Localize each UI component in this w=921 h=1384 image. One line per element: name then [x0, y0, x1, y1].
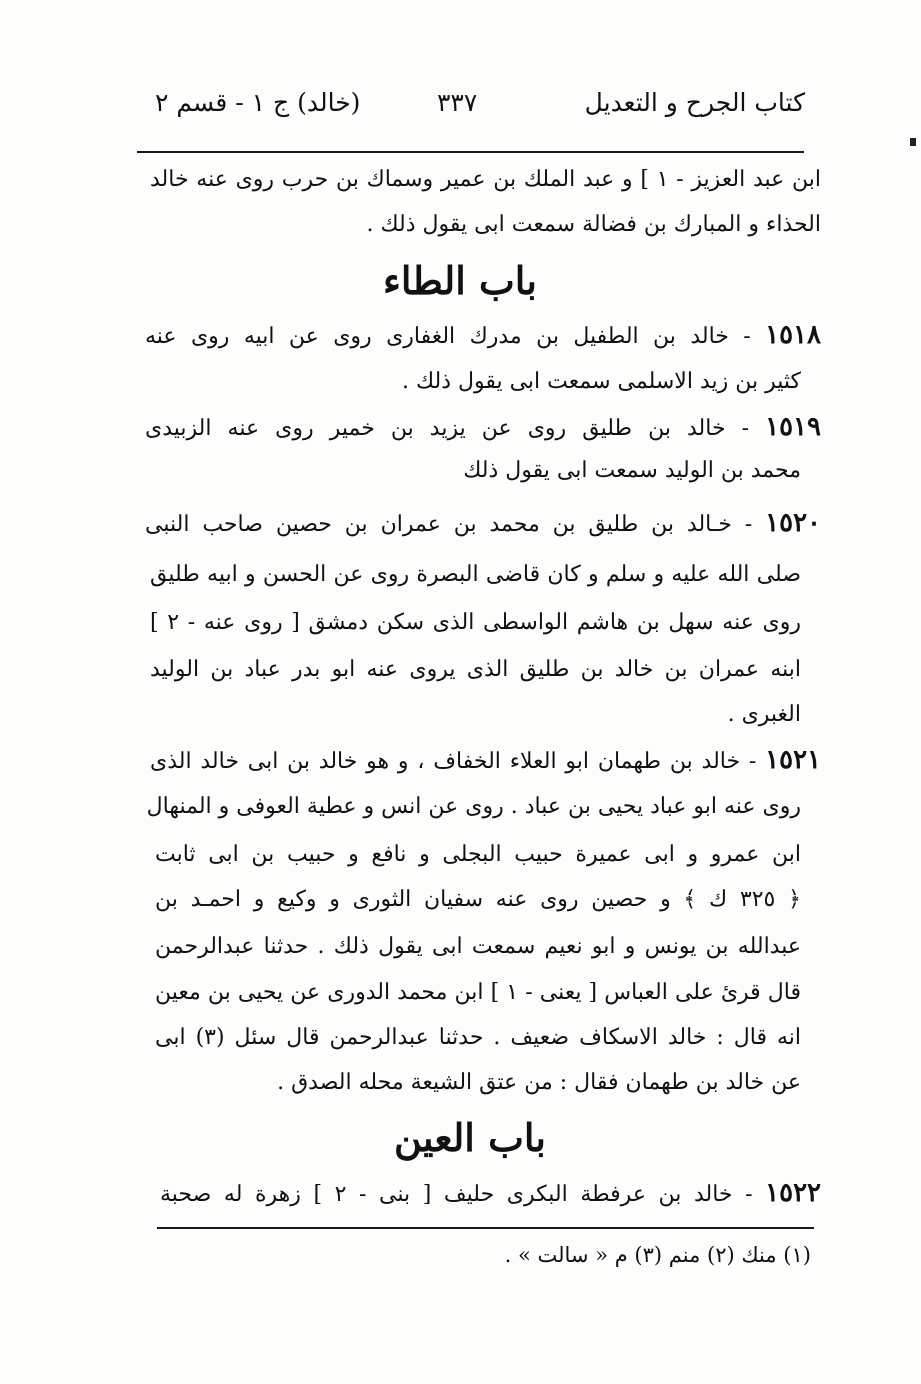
entry-1522-line-1 [160, 1178, 821, 1208]
text-line: قال قرئ على العباس [ يعنى - ١ ] ابن محمد الدورى عن يحيى بن معين [155, 980, 801, 1005]
entry-1519-line-1 [145, 412, 821, 442]
edge-mark [910, 138, 916, 146]
footnote: (١) منك (٢) منم (٣) م « سالت » . [504, 1243, 811, 1267]
section-heading-ayn: باب العين [393, 1115, 547, 1160]
entry-text: - خـالد بن طليق بن محمد بن عمران بن حصين صاحب النبى [145, 512, 753, 537]
entry-number: ١٥٢١ [765, 745, 821, 775]
page-number: ٣٣٧ [437, 88, 478, 117]
entry-number: ١٥١٨ [765, 320, 821, 350]
header-rule [137, 151, 804, 153]
text-line: ابن عبد العزيز - ١ ] و عبد الملك بن عمير وسماك بن حرب روى عنه خالد [150, 167, 822, 192]
text-line: عن خالد بن طهمان فقال : من عتق الشيعة محله الصدق . [277, 1070, 801, 1095]
entry-text: - خالد بن الطفيل بن مدرك الغفارى روى عن ابيه روى عنه [145, 324, 751, 349]
text-line: ابن عمرو و ابى عميرة حبيب البجلى و نافع و حبيب بن ابى ثابت [155, 842, 801, 867]
text-line: عبدالله بن يونس و ابو نعيم سمعت ابى يقول ذلك . حدثنا عبدالرحمن [155, 934, 801, 959]
text-line: صلى الله عليه و سلم و كان قاضى البصرة روى عن الحسن و ابيه طليق [150, 562, 801, 587]
text-line: الحذاء و المبارك بن فضالة سمعت ابى يقول ذلك . [366, 212, 821, 237]
entry-text: - خالد بن عرفطة البكرى حليف [ بنى - ٢ ] زهرة له صحبة [160, 1182, 753, 1207]
entry-text: - خالد بن طليق روى عن يزيد بن خمير روى عنه الزبيدى [145, 416, 750, 441]
entry-text: - خالد بن طهمان ابو العلاء الخفاف ، و هو خالد بن ابى خالد الذى [150, 749, 757, 774]
text-line: انه قال : خالد الاسكاف ضعيف . حدثنا عبدالرحمن قال سئل (٣) ابى [155, 1025, 801, 1050]
footnote-rule [157, 1227, 814, 1229]
text-line: محمد بن الوليد سمعت ابى يقول ذلك [463, 458, 801, 483]
text-line: كثير بن زيد الاسلمى سمعت ابى يقول ذلك . [401, 369, 801, 394]
text-line: روى عنه سهل بن هاشم الواسطى الذى سكن دمشق [ روى عنه - ٢ ] [150, 610, 801, 635]
text-line: ﴿ ٣٢٥ ك ﴾ و حصين روى عنه سفيان الثورى و وكيع و احمـد بن [155, 887, 801, 912]
entry-1518-line-1 [145, 320, 821, 350]
entry-number: ١٥٢٠ [765, 508, 821, 538]
text-line: الغبرى . [727, 702, 801, 727]
entry-1520-line-1 [145, 508, 821, 538]
section-heading-ta: باب الطاء [383, 258, 537, 303]
text-line: روى عنه ابو عباد يحيى بن عباد . روى عن انس و عطية العوفى و المنهال [146, 794, 801, 819]
text-line: ابنه عمران بن خالد بن طليق الذى يروى عنه ابو بدر عباد بن الوليد [150, 657, 801, 682]
entry-1521-line-1 [150, 745, 821, 775]
volume-label: (خالد) ج ١ - قسم ٢ [155, 88, 361, 117]
page-header [155, 88, 805, 136]
book-title: كتاب الجرح و التعديل [584, 88, 805, 117]
entry-number: ١٥١٩ [765, 412, 821, 442]
entry-number: ١٥٢٢ [765, 1178, 822, 1208]
